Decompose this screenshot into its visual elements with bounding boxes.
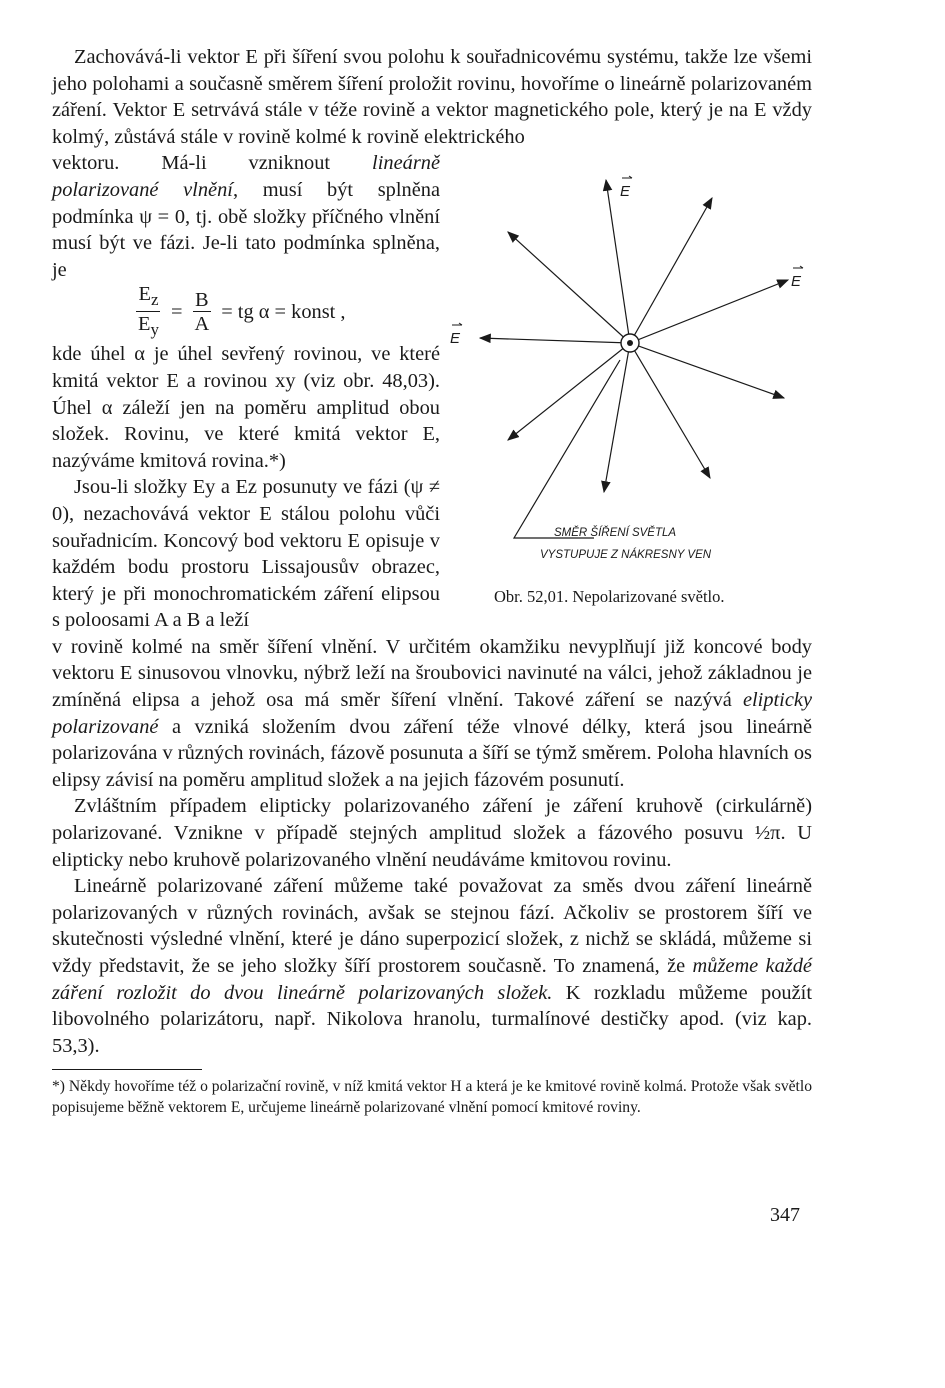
footnote: *) Někdy hovoříme též o polarizační rovině, v níž kmitá vektor H a která je ke kmitové rovině kolmá. Protože však světlo popisujeme běžně vektorem E, určujeme lineárně polarizované vlnění pomocí kmitové roviny.	[52, 1078, 812, 1117]
figure-unpolarized-light	[444, 150, 824, 610]
arrow-right	[630, 280, 788, 343]
arrow-upper-left	[508, 232, 630, 343]
note-line-2: VYSTUPUJE Z NÁKRESNY VEN	[540, 549, 712, 561]
paragraph-2: kde úhel α je úhel sevřený rovinou, ve které kmitá vektor E a rovinou xy (viz obr. 48,03). Úhel α záleží jen na poměru amplitud obou složek. Rovinu, ve které kmitá vektor E, nazýváme kmitová rovina.*)	[52, 343, 440, 472]
label-E-right: E	[791, 273, 802, 290]
arrow-left	[480, 338, 630, 343]
leader-line	[514, 360, 620, 538]
vector-arrows	[480, 180, 788, 538]
label-E-top: E	[620, 183, 631, 200]
wrapped-column	[52, 150, 440, 634]
page-number: 347	[770, 1204, 800, 1226]
arrow-up	[606, 180, 630, 343]
paragraph-4: Zvláštním případem elipticky polarizovaného záření je záření kruhově (cirkulárně) polarizované. Vznikne v případě stejných amplitud složek a fázového posuvu ½π. U elipticky nebo kruhově polarizovaného vlnění neudáváme kmitovou rovinu.	[52, 795, 812, 871]
label-E-left: E	[450, 330, 461, 347]
arrow-right-low	[630, 343, 784, 398]
arrow-lower-right	[630, 343, 710, 478]
paragraph-3-cont: v rovině kolmé na směr šíření vlnění. V určitém okamžiku nevyplňují již koncové body vektoru E sinusovou vlnovku, nýbrž leží na šroubovici navinuté na válci, jehož základnou je zmíněná elipsa a jehož osa má směr šíření vlnění. Takové záření se nazývá elipticky polarizované a vzniká složením dvou záření téže vlnové délky, která jsou lineárně polarizována v různých rovinách, fázově posunuta a šíří se týmž směrem. Poloha hlavních os elipsy závisí na poměru amplitud složek a na jejich fázovém posunutí.	[52, 635, 812, 791]
paragraph-5: Lineárně polarizované záření můžeme také považovat za směs dvou záření lineárně polarizovaných v různých rovinách, avšak se stejnou fází. Ačkoliv se prostorem šíří ve skutečnosti výsledné vlnění, které je dáno superpozicí složek, z nichž se skládá, můžeme si vždy představit, že se jeho složky šíří prostorem současně. To znamená, že můžeme každé záření rozložit do dvou lineárně polarizovaných složek. K rozkladu můžeme použít libovolného polarizátoru, např. Nikolova hranolu, turmalínové destičky apod. (viz kap. 53,3).	[52, 875, 812, 1057]
paragraph-3: Jsou-li složky Ey a Ez posunuty ve fázi (ψ ≠ 0), nezachovává vektor E stálou polohu vůči souřadnicím. Koncový bod vektoru E opisuje v každém bodu prostoru Lissajousův obrazec, který je při monochromatickém záření elipsou s poloosami A a B a leží	[52, 476, 440, 632]
paragraph-1: Zachovává-li vektor E při šíření svou polohu k souřadnicovému systému, takže lze všemi jeho polohami a současně směrem šíření proložit rovinu, hovoříme o lineárně polarizovaném záření. Vektor E setrvává stále v téže rovině a vektor magnetického pole, který je na E vždy kolmý, zůstává stále v rovině kolmé k rovině elektrického	[52, 46, 812, 148]
center-dot	[627, 340, 633, 346]
labels-E	[450, 183, 802, 347]
note-line-1: SMĚR ŠÍŘENÍ SVĚTLA	[554, 527, 677, 539]
figure-caption: Obr. 52,01. Nepolarizované světlo.	[494, 587, 725, 606]
footnote-rule	[52, 1069, 202, 1070]
arrow-up-right	[630, 198, 712, 343]
arrow-lower-left	[508, 343, 630, 440]
equation: $\frac{E_z}{E_y}$ = $\frac{B}{A}$ = tg α = konst ,	[138, 282, 346, 339]
paragraph-1-cont: vektoru. Má-li vzniknout lineárně polarizované vlnění, musí být splněna podmínka ψ = 0, tj. obě složky příčného vlnění musí být ve fázi. Je-li tato podmínka splněna, je	[52, 152, 440, 281]
